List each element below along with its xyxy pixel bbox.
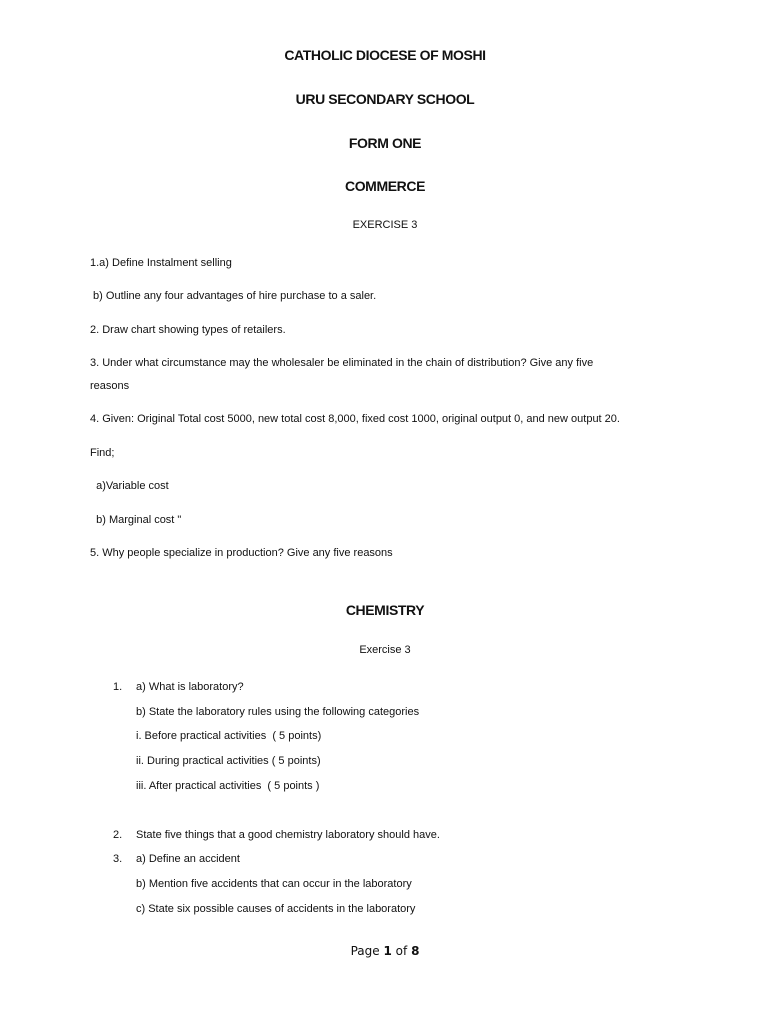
commerce-exercise-title: EXERCISE 3	[352, 219, 418, 231]
chemistry-question-line: b) Mention five accidents that can occur in the laboratory	[136, 878, 412, 890]
commerce-question-line: Find;	[90, 447, 115, 459]
commerce-question-line: reasons	[90, 380, 130, 392]
list-number: 1.	[113, 681, 123, 693]
chemistry-question-line: i. Before practical activities ( 5 points)	[136, 730, 322, 742]
list-number: 2.	[113, 829, 123, 841]
diocese-heading: CATHOLIC DIOCESE OF MOSHI	[284, 47, 486, 63]
chemistry-question-line: State five things that a good chemistry laboratory should have.	[136, 829, 440, 841]
chemistry-question-line: c) State six possible causes of accidents in the laboratory	[136, 903, 416, 915]
of-word: of	[395, 944, 408, 958]
chemistry-question-line: a) Define an accident	[136, 853, 240, 865]
page-indicator	[0, 944, 770, 958]
form-heading: FORM ONE	[348, 135, 422, 151]
commerce-question-line: 3. Under what circumstance may the wholesaler be eliminated in the chain of distribution? Give any five	[90, 357, 594, 369]
page-word: Page	[350, 944, 380, 958]
chemistry-question-line: b) State the laboratory rules using the following categories	[136, 706, 420, 718]
commerce-question-line: 2. Draw chart showing types of retailers.	[90, 324, 286, 336]
commerce-question-line: a)Variable cost	[90, 480, 169, 492]
commerce-question-line: 5. Why people specialize in production? Give any five reasons	[90, 547, 393, 559]
chemistry-question-line: iii. After practical activities ( 5 points )	[136, 780, 320, 792]
list-number: 3.	[113, 853, 123, 865]
commerce-question-line: 4. Given: Original Total cost 5000, new total cost 8,000, fixed cost 1000, original output 0, and new output 20.	[90, 413, 620, 425]
chemistry-heading: CHEMISTRY	[345, 602, 425, 618]
chemistry-exercise-title: Exercise 3	[359, 644, 411, 656]
chemistry-question-line: ii. During practical activities ( 5 points)	[136, 755, 321, 767]
commerce-question-line: b) Outline any four advantages of hire purchase to a saler.	[90, 290, 377, 302]
commerce-heading: COMMERCE	[344, 178, 426, 194]
total-pages-number: 8	[411, 944, 420, 958]
commerce-question-line: 1.a) Define Instalment selling	[90, 257, 232, 269]
current-page-number: 1	[383, 944, 392, 958]
commerce-question-line: b) Marginal cost "	[90, 514, 182, 526]
school-heading: URU SECONDARY SCHOOL	[295, 91, 475, 107]
chemistry-question-line: a) What is laboratory?	[136, 681, 244, 693]
